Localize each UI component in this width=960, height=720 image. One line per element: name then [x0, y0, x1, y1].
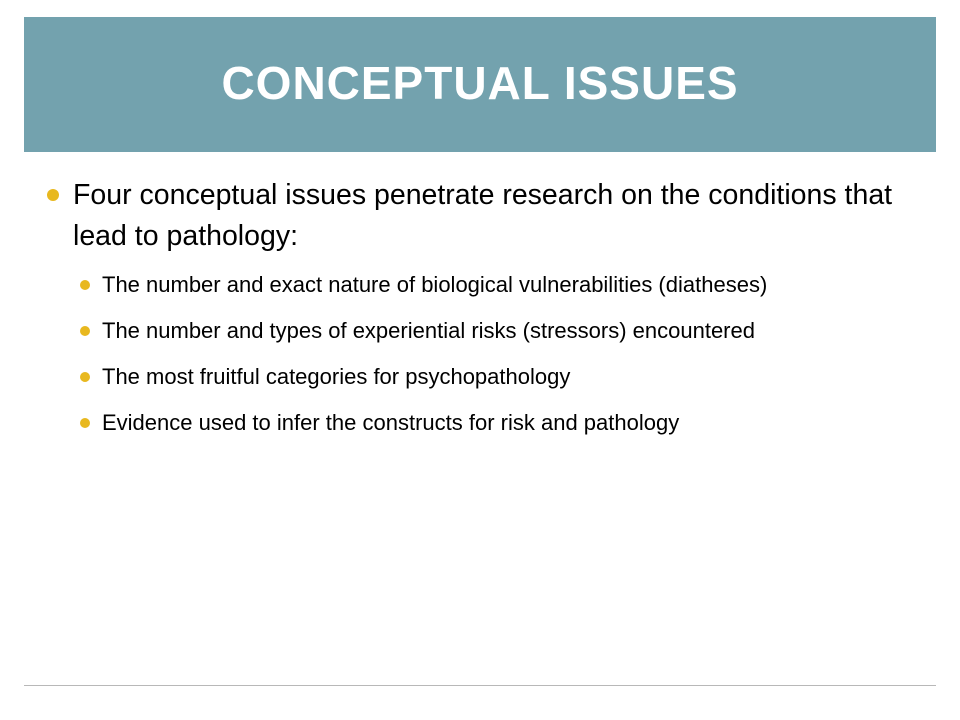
sub-bullet-text: Evidence used to infer the constructs for risk and pathology: [102, 410, 680, 435]
title-bar: [24, 17, 936, 152]
bullet-dot-icon: [80, 418, 90, 428]
bullet-dot-icon: [47, 189, 59, 201]
main-bullet-text: Four conceptual issues penetrate research on the conditions that lead to pathology:: [73, 179, 893, 252]
sub-bullet: [102, 269, 902, 301]
slide-title: CONCEPTUAL ISSUES: [221, 56, 739, 109]
sub-bullet-text: The most fruitful categories for psychopathology: [102, 364, 571, 389]
bullet-dot-icon: [80, 372, 90, 382]
slide-content: [0, 175, 960, 453]
sub-bullet: [102, 407, 902, 439]
footer-divider: [24, 685, 936, 686]
sub-bullet-text: The number and types of experiential risks (stressors) encountered: [102, 318, 755, 343]
main-bullet: [73, 175, 893, 257]
sub-bullet: [102, 315, 902, 347]
sub-bullet-list: [0, 269, 960, 439]
bullet-dot-icon: [80, 280, 90, 290]
bullet-dot-icon: [80, 326, 90, 336]
sub-bullet-text: The number and exact nature of biological vulnerabilities (diatheses): [102, 272, 768, 297]
sub-bullet: [102, 361, 902, 393]
